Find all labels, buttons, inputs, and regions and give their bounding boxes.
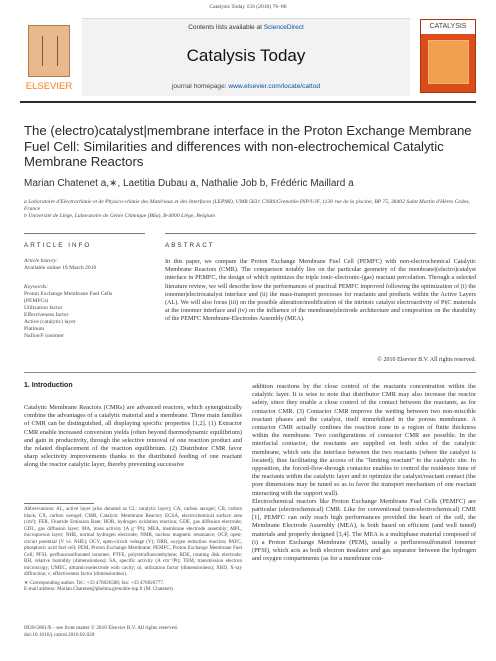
cover-label: CATALYSIS bbox=[421, 20, 475, 34]
issn-line: 0920-5861/$ – see front matter © 2010 Elsevier B.V. All rights reserved. bbox=[24, 625, 178, 631]
abstract-label: ABSTRACT bbox=[165, 242, 215, 249]
front-matter-divider bbox=[24, 372, 476, 373]
article-title: The (electro)catalyst|membrane interface in the Proton Exchange Membrane Fuel Cell: Similarities and differences with non-electrochemical Catalytic Membrane Reactors bbox=[24, 123, 472, 170]
journal-banner bbox=[82, 18, 410, 96]
email-address[interactable]: E-mail address: Marian.Chatenet@phelma.grenoble-inp.fr (M. Chatenet). bbox=[24, 586, 174, 592]
contents-prefix: Contents lists available at bbox=[188, 24, 264, 31]
journal-header bbox=[20, 15, 476, 99]
article-history bbox=[24, 258, 145, 272]
footnote-divider bbox=[24, 503, 94, 504]
issn-block bbox=[24, 625, 242, 639]
history-value: Available online 19 March 2010 bbox=[24, 265, 97, 271]
keyword-item: Proton Exchange Membrane Fuel Cells bbox=[24, 291, 113, 297]
homepage-line bbox=[82, 83, 410, 90]
header-divider bbox=[20, 101, 476, 103]
body-text-left-column: Catalytic Membrane Reactors (CMRs) are advanced reactors, which synergistically combine the advantages of a catalytic material and a membrane. Three main families of CMR can be distinguished, all displaying specific properties [1,2]. (1) Extractor CMR enable increased conversion yields (often beyond thermodynamic equilibrium) and gain in productivity, through the selective removal of one reaction product and the related displacement of the reaction equilibrium. (2) Distributor CMR favor sharp selectivity improvements thanks to the distributed feeding of one reactant along the reactor catalytic layer, thereby preventing successive bbox=[24, 404, 242, 469]
article-info-label: ARTICLE INFO bbox=[24, 242, 92, 249]
abstract-text: In this paper, we compare the Proton Exchange Membrane Fuel Cell (PEMFC) with non-electrochemical Catalytic Membrane Reactors (CMR). The comparison notably lies on the particular geometry of the membrane|(electro)catalyst interface in PEMFC, the design of which optimizes the triple ionic-electronic-(gas) reactant percolation. Through a selected literature review, we will describe how the performances of practical PEMFC improved following the optimization of (i) the ionomer|electrocatalyst interface and (ii) the mass-transport processes for reactants and products within the Active Layers (AL). We will also focus (iii) on the possible alteration/modification of the intrinsic catalyst electroactivity of Pt|C materials at the ionomer interface and (iv) on the influence of the membrane|electrode architecture and composition on the durability of the PEMFC Membrane-Electrodes Assembly (MEA). bbox=[165, 258, 476, 323]
keyword-item: Nafion® ionomer bbox=[24, 333, 64, 339]
keyword-item: (PEMFCs) bbox=[24, 298, 49, 304]
section-heading-introduction: 1. Introduction bbox=[24, 382, 73, 389]
journal-citation: Catalysis Today 156 (2010) 76–86 bbox=[209, 4, 287, 10]
publisher-name: ELSEVIER bbox=[25, 81, 73, 92]
keywords-block bbox=[24, 284, 145, 340]
history-heading: Article history: bbox=[24, 258, 59, 264]
elsevier-tree-icon bbox=[28, 25, 70, 77]
homepage-prefix: journal homepage: bbox=[171, 83, 229, 90]
affiliation-a: a Laboratoire d'Electrochimie et de Physico-chimie des Matériaux et des Interfaces (LEPMI), UMR 5631 CNRS/Grenoble-INP/UJF, 1130 rue de la piscine, BP 75, 38402 Saint Martin d'Hères Cedex, France bbox=[24, 199, 471, 212]
keyword-item: Platinum bbox=[24, 326, 45, 332]
journal-title: Catalysis Today bbox=[186, 46, 306, 65]
abstract-rule bbox=[165, 233, 476, 234]
body-text-right-column: addition reactions by the close control of the reactants concentration within the catalytic layer. It is wise to note that distributor CMR may also increase the reactor safety, since they enable a close control of the contact between the reactants, as for contactor CMR. (3) Contactor CMR improve the wetting between two non-miscible reactant phases and the catalyst, itself immobilized in the porous membrane. A contactor CMR actually confines the reaction zone in a region of finite thickness within the membrane. Two configurations of contactor CMR are possible. In the interfacial contactor, the reactants are supplied on both sides of the catalytic membrane, which sets the interface between the two reactants (where the catalyst is located), thus facilitating the access of the "limiting reactant" to the catalytic site. In opposition, the forced-flow-through contactor enables to control the residence time of the reactants within the catalytic layer and to optimize the catalyst/reactant contact (the pore dimensions may be tuned so as to favor the transport mechanism of one reactant interacting with the support wall). Electrochemical reactors like Proton Exchange Membrane Fuel Cells (PEMFC) are particular (electrochemical) CMR. Like for conventional (non-electrochemical) CMR [1], PEMFC can only reach high performances provided the heart of the cell, the Membrane Electrode Assembly (MEA), is both based on efficient (and well tuned) materials and properly designed [3,4]. The MEA is a multiphase material composed of (i) a Proton Exchange Membrane (PEM), usually a perfluorosulfonated ionomer (PFSI), which acts as both electron insulator and gas separator between the hydrogen and oxygen compartments (as for a membrane con- bbox=[252, 383, 476, 563]
contents-line bbox=[82, 24, 410, 31]
affiliation-b: b Université de Liège, Laboratoire de Génie Chimique (B6a), B-4000 Liège, Belgium bbox=[24, 213, 215, 219]
article-authors: Marian Chatenet a,∗, Laetitia Dubau a, Nathalie Job b, Frédéric Maillard a bbox=[24, 178, 354, 189]
corresponding-author-note: ∗ Corresponding author. Tel.: +33 476826588; fax: +33 476826777. bbox=[24, 579, 165, 586]
keyword-item: Effectiveness factor bbox=[24, 312, 69, 318]
sciencedirect-link[interactable]: ScienceDirect bbox=[263, 24, 304, 31]
homepage-link[interactable]: www.elsevier.com/locate/cattod bbox=[228, 83, 321, 90]
keyword-item: Active (catalytic) layer bbox=[24, 319, 76, 325]
journal-cover-image bbox=[420, 19, 476, 93]
abbreviations-footnote: Abbreviations: AL, active layer (also denoted as CL: catalytic layer); CA, carbon aerogel; CB, carbon black; CX, carbon xerogel; CMR, Catalytic Membrane Reactor; ECSA, electrochemical surface area (cm²); FER, Fluoride Emission Rate; HOR, hydrogen oxidation reaction; GDE, gas diffusion electrode; GDL, gas diffusion layer; MA, mass activity (A g⁻¹Pt); MEA, membrane electrode assembly; MPL, microporous layer; NHE, normal hydrogen electrode; NMR, nuclear magnetic resonance; OCP, open-circuit potential (V vs. NHE); OCV, open-circuit voltage (V); ORR, oxygen reduction reaction; PAFC, phosphoric acid fuel cell; PEM, Proton Exchange Membrane; PEMFC, Proton Exchange Membrane Fuel Cell; PFSI, perfluorosulfonated ionomer; PTFE, polytetrafluoroethylene; RDE, rotating disk electrode; RH, relative humidity (dimensionless); SA, specific activity (A cm⁻²Pt); TEM, transmission electron microscopy; UMEC, ultramicroelectrode with cavity; αi, utilization factor (dimensionless); XRD, X-ray diffraction; ε, effectiveness factor (dimensionless). bbox=[24, 506, 242, 577]
keyword-item: Utilization factor bbox=[24, 305, 63, 311]
doi-link[interactable]: doi:10.1016/j.cattod.2010.02.028 bbox=[24, 632, 95, 638]
footnotes bbox=[24, 506, 242, 593]
article-info-rule bbox=[24, 233, 145, 234]
cover-artwork bbox=[428, 40, 469, 84]
copyright-notice: © 2010 Elsevier B.V. All rights reserved. bbox=[377, 357, 476, 363]
keywords-heading: Keywords: bbox=[24, 284, 49, 290]
elsevier-logo bbox=[20, 23, 78, 99]
